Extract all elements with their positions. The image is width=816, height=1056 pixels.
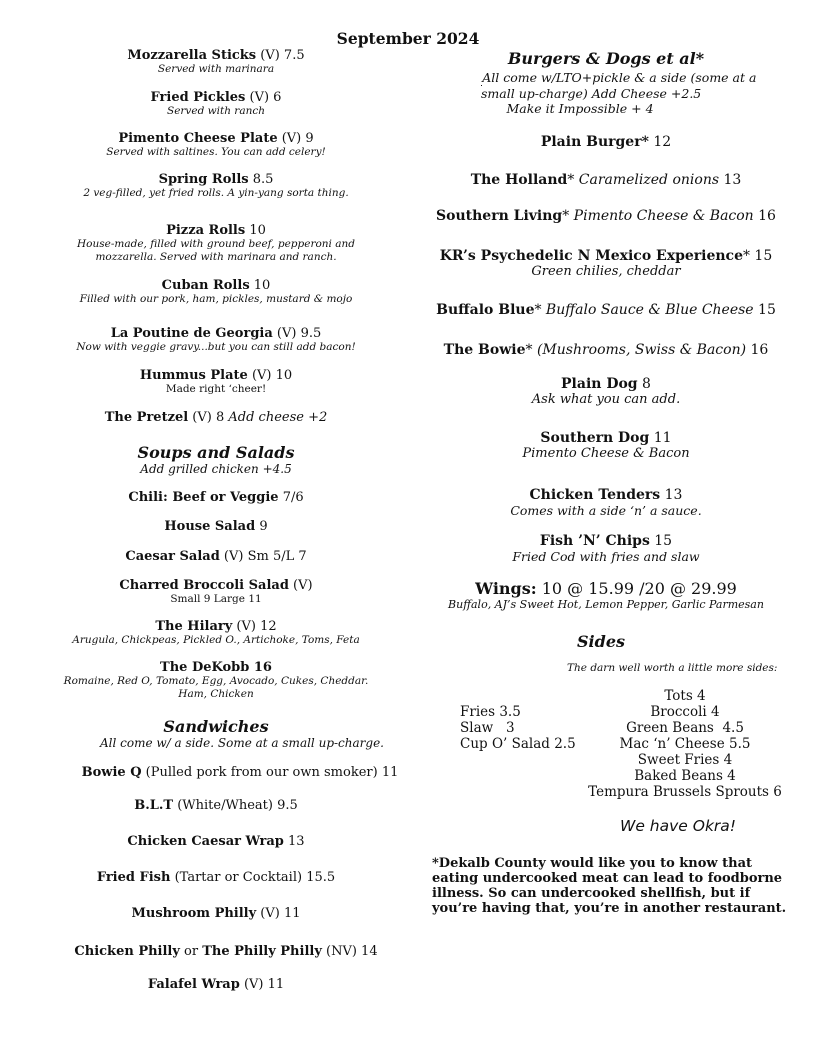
item-price: (V) 7.5 — [256, 48, 305, 63]
item-name: Spring Rolls — [158, 172, 249, 187]
item-name: Chicken Caesar Wrap — [127, 834, 284, 849]
item-description: Pimento Cheese & Bacon — [522, 446, 690, 461]
item-price: 13 — [283, 834, 305, 849]
item-price: (V) 9 — [277, 131, 314, 146]
item-description: Comes with a side ‘n’ a sauce. — [510, 503, 702, 518]
item-name: The Holland — [470, 172, 568, 188]
side-item: Mac ‘n’ Cheese 5.5 — [619, 736, 751, 752]
item-name: Fish ’N’ Chips — [539, 533, 650, 549]
menu-item-la-poutine — [16, 326, 416, 354]
side-item: Tots 4 — [664, 688, 706, 704]
item-price: (V) Sm 5/L 7 — [219, 549, 307, 564]
item-price: 13 — [660, 487, 683, 503]
item-name: Wings: — [475, 579, 537, 598]
menu-item-southern-living — [406, 208, 806, 224]
item-name: Mozzarella Sticks — [127, 48, 257, 63]
section-note: All come w/ a side. Some at a small up-charge. — [100, 736, 384, 750]
side-item: Fries 3.5 — [460, 704, 521, 720]
warning-line: you’re having that, you’re in another restaurant. — [432, 901, 787, 916]
menu-item-bowie-q — [20, 765, 460, 780]
item-description: Served with ranch — [167, 105, 265, 117]
item-description: Caramelized onions — [574, 172, 720, 188]
item-description: 2 veg-filled, yet fried rolls. A yin-yang sorta thing. — [83, 187, 349, 199]
sides-list-right — [575, 688, 795, 800]
section-note-text: All come w/LTO+pickle & a side (some at a — [482, 70, 757, 85]
item-price: 8.5 — [248, 172, 274, 187]
item-name: Fried Fish — [96, 870, 171, 885]
item-connector: or — [179, 944, 203, 959]
item-name: Pimento Cheese Plate — [118, 131, 278, 146]
menu-item-chili — [16, 490, 416, 505]
item-price: 15 — [649, 533, 673, 549]
item-name: KR’s Psychedelic N Mexico Experience — [439, 248, 743, 264]
menu-item-wings — [396, 579, 816, 611]
item-description: Served with marinara — [157, 63, 275, 75]
section-note: The darn well worth a little more sides: — [567, 662, 778, 674]
side-item: Tempura Brussels Sprouts 6 — [588, 784, 782, 800]
item-name: Mushroom Philly — [131, 906, 257, 921]
item-price: 11 — [649, 430, 672, 446]
section-note-line3: Make it Impossible + 4 — [506, 101, 654, 116]
okra-callout: We have Okra! — [620, 817, 737, 835]
side-item: Cup O’ Salad 2.5 — [460, 736, 576, 752]
menu-item-blt — [16, 798, 416, 813]
item-price: 12 — [648, 134, 672, 150]
menu-item-charred-broccoli-salad — [16, 578, 416, 606]
menu-item-plain-burger — [406, 134, 806, 150]
item-price: 15 — [753, 302, 776, 318]
item-name: Chicken Tenders — [529, 487, 661, 503]
menu-item-fish-n-chips — [406, 533, 806, 564]
item-description: Ask what you can add. — [531, 392, 681, 407]
menu-item-spring-rolls — [16, 172, 416, 200]
item-name: The Hilary — [155, 619, 233, 634]
menu-item-pimento-cheese-plate — [16, 131, 416, 159]
sides-list-left — [460, 704, 576, 752]
menu-item-falafel-wrap — [16, 977, 416, 992]
item-price: 10 @ 15.99 /20 @ 29.99 — [536, 579, 737, 598]
item-name: La Poutine de Georgia — [110, 326, 273, 341]
item-price: 9 — [255, 519, 268, 534]
side-item: Baked Beans 4 — [634, 768, 736, 784]
menu-item-chicken-caesar-wrap — [16, 834, 416, 849]
menu-item-the-dekobb — [16, 660, 416, 701]
item-description: Now with veggie gravy...but you can still add bacon! — [76, 341, 356, 353]
item-description: (Mushrooms, Swiss & Bacon) — [536, 342, 747, 358]
section-heading-soups-salads: Soups and Salads — [137, 443, 295, 462]
menu-item-kr-psychedelic — [406, 248, 806, 279]
section-note-line2: small up-charge) Add Cheese +2.5 — [481, 86, 702, 101]
item-name: The Bowie — [443, 342, 526, 358]
item-name: Pizza Rolls — [166, 223, 246, 238]
item-name: Southern Living — [436, 208, 563, 224]
item-price: 16 — [753, 208, 776, 224]
item-name: Cuban Rolls — [161, 278, 250, 293]
item-price: (V) 11 — [256, 906, 301, 921]
menu-item-the-bowie — [406, 342, 806, 358]
item-name: The Pretzel — [104, 410, 189, 425]
section-note: Add grilled chicken +4.5 — [140, 462, 292, 476]
item-price: 13 — [719, 172, 742, 188]
item-name: Plain Burger* — [540, 134, 649, 150]
item-star: * — [534, 302, 542, 318]
side-item: Broccoli 4 — [650, 704, 720, 720]
item-name: Hummus Plate — [139, 368, 248, 383]
item-description: Made right ‘cheer! — [165, 383, 267, 395]
menu-item-fried-pickles — [16, 90, 416, 118]
item-name-alt: The Philly Philly — [202, 944, 322, 959]
section-note-line1 — [481, 70, 801, 85]
item-price: 10 — [245, 223, 266, 238]
item-star: * — [742, 248, 750, 264]
item-name: House Salad — [164, 519, 256, 534]
item-price: (Pulled pork from our own smoker) 11 — [141, 765, 399, 780]
item-star: * — [525, 342, 537, 358]
menu-item-pizza-rolls — [16, 223, 416, 264]
menu-item-chicken-tenders — [406, 487, 806, 518]
item-name: Falafel Wrap — [147, 977, 240, 992]
item-name: Chicken Philly — [74, 944, 180, 959]
menu-item-the-hilary — [16, 619, 416, 647]
item-star: * — [567, 172, 575, 188]
item-name: Buffalo Blue — [436, 302, 535, 318]
section-heading-sandwiches: Sandwiches — [163, 717, 269, 736]
menu-item-mozzarella-sticks — [16, 48, 416, 76]
item-name: Bowie Q — [81, 765, 142, 780]
item-price: (V) 9.5 — [272, 326, 322, 341]
item-price: 7/6 — [278, 490, 304, 505]
item-name: The DeKobb 16 — [160, 660, 272, 675]
item-price: (White/Wheat) 9.5 — [173, 798, 298, 813]
menu-item-caesar-salad — [16, 549, 416, 564]
menu-item-house-salad — [16, 519, 416, 534]
item-price: (Tartar or Cocktail) 15.5 — [170, 870, 336, 885]
item-description: Small 9 Large 11 — [170, 593, 262, 605]
item-price: (V) 12 — [232, 619, 277, 634]
menu-item-buffalo-blue — [406, 302, 806, 318]
warning-line: eating undercooked meat can lead to foodborne — [432, 871, 783, 886]
section-heading-burgers-dogs: Burgers & Dogs et al* — [507, 49, 705, 68]
menu-item-fried-fish — [16, 870, 416, 885]
menu-item-cuban-rolls — [16, 278, 416, 306]
item-price: (NV) 14 — [321, 944, 378, 959]
item-price: 8 — [637, 376, 651, 392]
item-name: Charred Broccoli Salad — [119, 578, 289, 593]
item-description: Buffalo Sauce & Blue Cheese — [541, 302, 754, 318]
item-name: B.L.T — [134, 798, 174, 813]
item-description: Green chilies, cheddar — [531, 264, 681, 279]
section-heading-sides: Sides — [577, 632, 626, 651]
item-name: Chili: Beef or Veggie — [128, 490, 279, 505]
item-description: Arugula, Chickpeas, Pickled O., Artichoke, Toms, Feta — [72, 634, 360, 646]
item-name: Southern Dog — [540, 430, 650, 446]
item-name: Plain Dog — [561, 376, 638, 392]
item-description-line2: mozzarella. Served with marinara and ranch. — [95, 251, 337, 263]
menu-item-the-holland — [406, 172, 806, 188]
item-price: (V) 6 — [245, 90, 282, 105]
item-price: 15 — [749, 248, 773, 264]
side-item: Sweet Fries 4 — [637, 752, 733, 768]
item-description-line2: Ham, Chicken — [178, 688, 254, 700]
menu-item-hummus-plate — [16, 368, 416, 396]
item-price: (V) 11 — [239, 977, 285, 992]
item-description: Romaine, Red O, Tomato, Egg, Avocado, Cukes, Cheddar. — [63, 675, 369, 687]
side-item: Green Beans 4.5 — [626, 720, 744, 736]
item-description: House-made, filled with ground beef, pepperoni and — [77, 238, 355, 250]
item-description: Buffalo, AJ’s Sweet Hot, Lemon Pepper, Garlic Parmesan — [448, 598, 764, 611]
item-price: (V) 10 — [247, 368, 293, 383]
menu-item-the-pretzel — [16, 410, 416, 425]
warning-line: *Dekalb County would like you to know that — [432, 856, 753, 871]
item-price: (V) 8 — [188, 410, 229, 425]
page-title: September 2024 — [336, 29, 480, 48]
item-description: Pimento Cheese & Bacon — [569, 208, 754, 224]
menu-item-plain-dog — [406, 376, 806, 407]
item-name: Caesar Salad — [125, 549, 220, 564]
item-price: 10 — [249, 278, 271, 293]
item-addon: Add cheese +2 — [228, 410, 328, 425]
menu-item-chicken-philly — [16, 944, 436, 959]
warning-line: illness. So can undercooked shellfish, but if — [432, 886, 751, 901]
item-description: Served with saltines. You can add celery! — [106, 146, 326, 158]
item-star: * — [562, 208, 570, 224]
item-price: (V) — [288, 578, 313, 593]
foodborne-illness-warning — [432, 856, 812, 916]
item-description: Fried Cod with fries and slaw — [512, 549, 700, 564]
side-item: Slaw 3 — [460, 720, 515, 736]
item-price: 16 — [746, 342, 769, 358]
menu-item-mushroom-philly — [16, 906, 416, 921]
menu-item-southern-dog — [406, 430, 806, 461]
item-description: Filled with our pork, ham, pickles, mustard & mojo — [79, 293, 353, 305]
item-name: Fried Pickles — [150, 90, 246, 105]
